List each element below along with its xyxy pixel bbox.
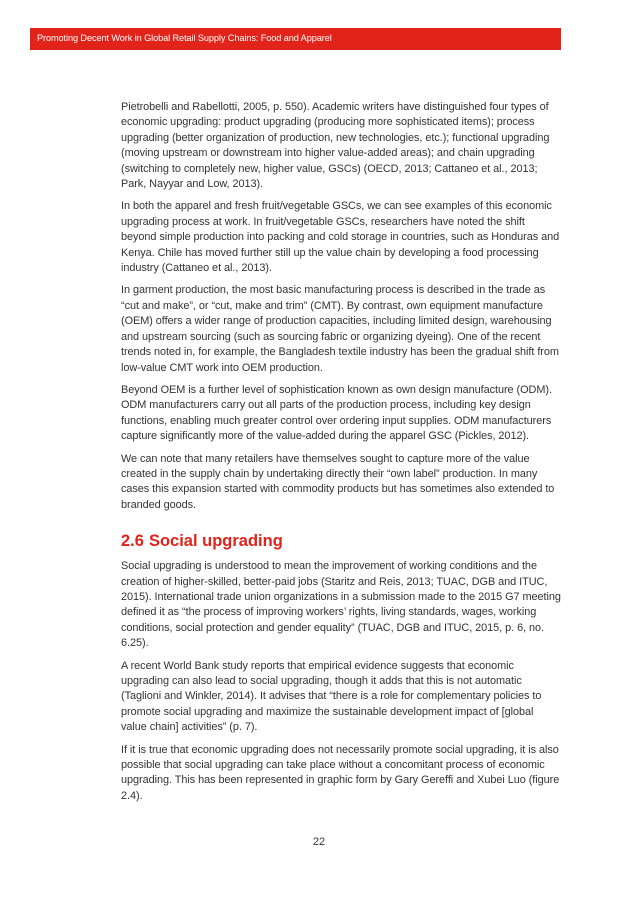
paragraph: A recent World Bank study reports that empirical evidence suggests that economic upgrading can also lead to social upgrading, though it adds that this is not automatic (Taglioni and Winkler, 2014). It advises that “there is a role for complementary policies to promote social upgrading and maximize the sustainable development impact of [global value chain] activities” (p. 7). bbox=[121, 659, 542, 734]
paragraph: If it is true that economic upgrading does not necessarily promote social upgrading, it is also possible that social upgrading can take place without a concomitant process of economic upgrading. This has been represented in graphic form by Gary Gereffi and Xubei Luo (figure 2.4). bbox=[121, 743, 560, 802]
section-title: Social upgrading bbox=[148, 532, 283, 551]
paragraph: Beyond OEM is a further level of sophistication known as own design manufacture (ODM). ODM manufacturers carry out all parts of the production process, including key design functions, enabling much greater control over ordering input supplies. ODM manufacturers capture significantly more of the value-added during the apparel GSC (Pickles, 2012). bbox=[121, 383, 552, 443]
main-content bbox=[121, 100, 561, 811]
section-number: 2.6 bbox=[121, 532, 144, 551]
paragraph: Social upgrading is understood to mean the improvement of working conditions and the creation of higher-skilled, better-paid jobs (Staritz and Reis, 2013; TUAC, DGB and ITUC, 2015). International trade union organizations in a submission made to the 2015 G7 meeting defined it as “the process of improving workers’ rights, living standards, wages, working conditions, social protection and gender equality” (TUAC, DGB and ITUC, 2015, p. 6, no. 6.25). bbox=[121, 560, 561, 650]
running-header-title: Promoting Decent Work in Global Retail Supply Chains: Food and Apparel bbox=[37, 33, 332, 43]
paragraph: In both the apparel and fresh fruit/vegetable GSCs, we can see examples of this economic upgrading process at work. In fruit/vegetable GSCs, researchers have noted the shift beyond simple production into packing and cold storage in countries, such as Honduras and Kenya. Chile has moved further still up the value chain by developing a food processing industry (Cattaneo et al., 2013). bbox=[121, 200, 560, 275]
paragraph: We can note that many retailers have themselves sought to capture more of the value created in the supply chain by undertaking directly their “own label” production. In many cases this expansion started with commodity products but has sometimes also extended to branded goods. bbox=[121, 452, 555, 511]
section-heading bbox=[121, 531, 561, 551]
paragraph: In garment production, the most basic manufacturing process is described in the trade as “cut and make”, or “cut, make and trim” (CMT). By contrast, own equipment manufacture (OEM) offers a wider range of production capacities, including limited design, warehousing and upstream sourcing (such as sourcing fabric or organizing dyeing). One of the recent trends noted in, for example, the Bangladesh textile industry has been the gradual shift from low-value CMT work into OEM production. bbox=[121, 284, 559, 374]
paragraph: Pietrobelli and Rabellotti, 2005, p. 550). Academic writers have distinguished four types of economic upgrading: product upgrading (producing more sophisticated items); process upgrading (better organization of production, new technologies, etc.); functional upgrading (moving upstream or downstream into higher value-added areas); and chain upgrading (switching to completely new, higher value, GSCs) (OECD, 2013; Cattaneo et al., 2013; Park, Nayyar and Low, 2013). bbox=[121, 101, 550, 191]
header-bar bbox=[30, 28, 561, 50]
page-number: 22 bbox=[312, 836, 326, 848]
